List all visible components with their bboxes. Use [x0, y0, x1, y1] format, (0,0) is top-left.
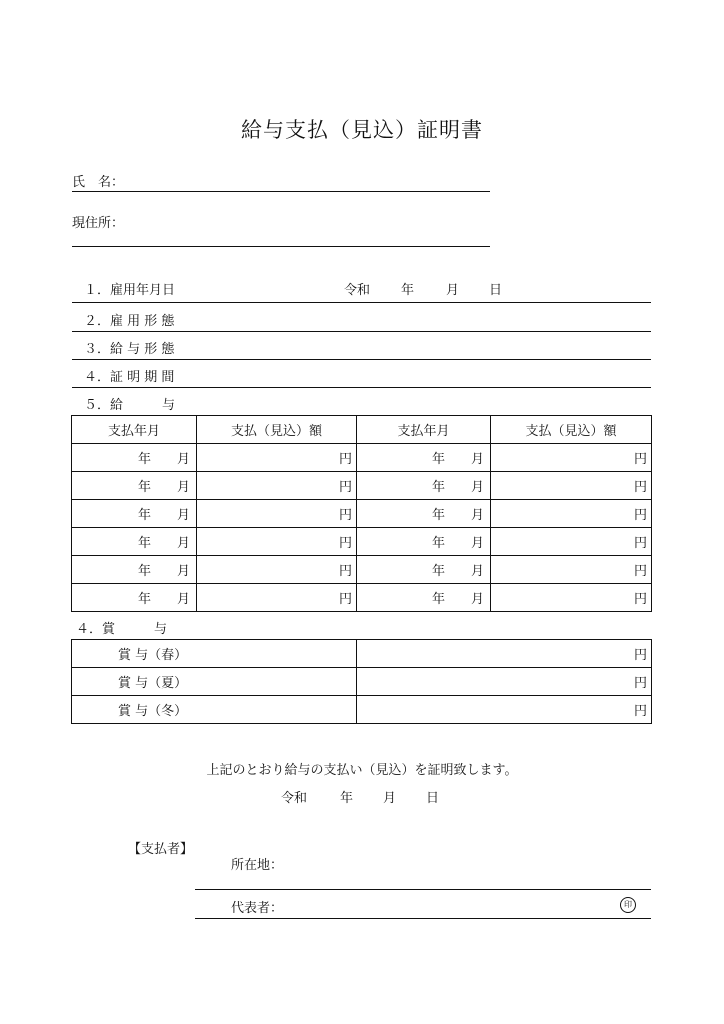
month-unit: 月	[470, 564, 484, 579]
pay-amount-cell[interactable]	[491, 472, 652, 500]
certification-period-line[interactable]	[72, 387, 651, 388]
seal-icon: 印	[620, 897, 636, 913]
month-unit: 月	[176, 592, 190, 607]
payer-representative-line[interactable]	[195, 918, 651, 919]
yen-unit: 円	[338, 480, 352, 495]
pay-month-cell[interactable]	[72, 444, 197, 472]
year-unit: 年	[137, 480, 151, 495]
pay-month-cell[interactable]	[72, 528, 197, 556]
yen-unit: 円	[633, 676, 647, 691]
month-unit: 月	[176, 480, 190, 495]
bonus-winter-amount[interactable]	[357, 696, 652, 724]
year-unit: 年	[137, 452, 151, 467]
year-unit: 年	[137, 592, 151, 607]
pay-amount-cell[interactable]	[491, 528, 652, 556]
table-row	[72, 696, 652, 724]
bonus-summer-label: 賞 与（夏）	[72, 668, 357, 696]
year-unit: 年	[431, 564, 445, 579]
hire-date-label: １．雇用年月日	[84, 283, 176, 298]
yen-unit: 円	[633, 508, 647, 523]
bonus-spring-label: 賞 与（春）	[72, 640, 357, 668]
month-unit: 月	[176, 536, 190, 551]
pay-amount-cell[interactable]	[197, 500, 357, 528]
salary-type-line[interactable]	[72, 359, 651, 360]
bonus-winter-label: 賞 与（冬）	[72, 696, 357, 724]
pay-amount-cell[interactable]	[491, 444, 652, 472]
header-pay-month-2: 支払年月	[357, 416, 491, 444]
yen-unit: 円	[338, 508, 352, 523]
month-unit: 月	[176, 564, 190, 579]
table-row	[72, 584, 652, 612]
pay-amount-cell[interactable]	[491, 500, 652, 528]
address-label: 現住所：	[72, 216, 125, 231]
table-row	[72, 668, 652, 696]
pay-amount-cell[interactable]	[197, 472, 357, 500]
month-unit: 月	[470, 452, 484, 467]
year-unit: 年	[137, 564, 151, 579]
pay-month-cell[interactable]	[357, 528, 491, 556]
date-era: 令和	[281, 791, 308, 806]
date-year: 年	[340, 791, 354, 806]
pay-month-cell[interactable]	[357, 444, 491, 472]
name-line[interactable]	[72, 191, 490, 192]
year-unit: 年	[431, 452, 445, 467]
hire-date-line[interactable]	[72, 302, 651, 303]
table-row	[72, 500, 652, 528]
yen-unit: 円	[338, 452, 352, 467]
pay-month-cell[interactable]	[72, 500, 197, 528]
month-unit: 月	[470, 536, 484, 551]
table-row	[72, 472, 652, 500]
bonus-spring-amount[interactable]	[357, 640, 652, 668]
yen-unit: 円	[633, 704, 647, 719]
pay-month-cell[interactable]	[72, 556, 197, 584]
address-line[interactable]	[72, 246, 490, 247]
date-month: 月	[383, 791, 397, 806]
hire-date-day: 日	[489, 283, 503, 298]
name-label: 氏 名：	[72, 175, 125, 190]
table-row	[72, 556, 652, 584]
pay-month-cell[interactable]	[357, 556, 491, 584]
hire-date-era: 令和	[344, 283, 371, 298]
page-title: 給与支払（見込）証明書	[241, 118, 483, 142]
bonus-summer-amount[interactable]	[357, 668, 652, 696]
pay-amount-cell[interactable]	[491, 556, 652, 584]
pay-month-cell[interactable]	[357, 584, 491, 612]
table-row	[72, 444, 652, 472]
header-pay-amount-2: 支払（見込）額	[491, 416, 652, 444]
salary-table-header	[72, 416, 652, 444]
payer-location-line[interactable]	[195, 889, 651, 890]
pay-amount-cell[interactable]	[197, 528, 357, 556]
salary-table	[71, 415, 652, 612]
yen-unit: 円	[338, 564, 352, 579]
month-unit: 月	[176, 452, 190, 467]
year-unit: 年	[431, 592, 445, 607]
header-pay-month-1: 支払年月	[72, 416, 197, 444]
certification-statement: 上記のとおり給与の支払い（見込）を証明致します。	[206, 763, 518, 778]
pay-amount-cell[interactable]	[197, 444, 357, 472]
table-row	[72, 640, 652, 668]
month-unit: 月	[470, 508, 484, 523]
pay-amount-cell[interactable]	[197, 584, 357, 612]
pay-month-cell[interactable]	[357, 472, 491, 500]
bonus-table	[71, 639, 652, 724]
header-pay-amount-1: 支払（見込）額	[197, 416, 357, 444]
pay-month-cell[interactable]	[72, 472, 197, 500]
payer-representative-label: 代表者：	[231, 901, 284, 916]
payer-location-label: 所在地：	[231, 858, 284, 873]
yen-unit: 円	[633, 536, 647, 551]
hire-date-month: 月	[446, 283, 460, 298]
pay-amount-cell[interactable]	[491, 584, 652, 612]
hire-date-year: 年	[401, 283, 415, 298]
month-unit: 月	[470, 480, 484, 495]
payer-heading: 【支払者】	[128, 842, 194, 857]
date-day: 日	[426, 791, 440, 806]
yen-unit: 円	[338, 592, 352, 607]
month-unit: 月	[176, 508, 190, 523]
employment-type-line[interactable]	[72, 331, 651, 332]
yen-unit: 円	[633, 592, 647, 607]
salary-section-label: ５．給 与	[84, 398, 176, 413]
pay-month-cell[interactable]	[72, 584, 197, 612]
certification-period-label: ４．証 明 期 間	[84, 370, 175, 385]
bonus-section-label: ４．賞 与	[76, 622, 168, 637]
yen-unit: 円	[633, 648, 647, 663]
year-unit: 年	[137, 508, 151, 523]
year-unit: 年	[137, 536, 151, 551]
yen-unit: 円	[633, 480, 647, 495]
month-unit: 月	[470, 592, 484, 607]
yen-unit: 円	[633, 452, 647, 467]
yen-unit: 円	[338, 536, 352, 551]
employment-type-label: ２．雇 用 形 態	[84, 314, 175, 329]
pay-month-cell[interactable]	[357, 500, 491, 528]
table-row	[72, 528, 652, 556]
year-unit: 年	[431, 536, 445, 551]
yen-unit: 円	[633, 564, 647, 579]
year-unit: 年	[431, 508, 445, 523]
salary-type-label: ３．給 与 形 態	[84, 342, 175, 357]
year-unit: 年	[431, 480, 445, 495]
pay-amount-cell[interactable]	[197, 556, 357, 584]
